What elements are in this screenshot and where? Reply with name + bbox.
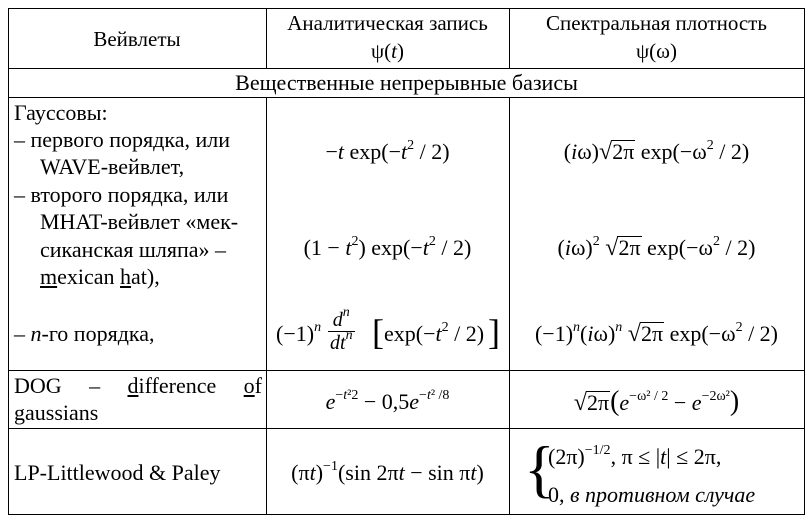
section-title: Вещественные непрерывные базисы — [235, 70, 578, 95]
gauss-nth-order: – n-го порядка, — [14, 321, 155, 346]
gauss-title: Гауссовы: — [14, 100, 108, 125]
gauss-hat: сиканская шляпа» – — [40, 237, 227, 262]
table-border-bottom — [8, 514, 805, 515]
gauss-mhat: MHAT-вейвлет «мек- — [40, 209, 239, 234]
formula-lp-spectrum: { $(2\pi)^{-1/2}$, π ≤ |t| ≤ 2π, 0, в противном случае — [524, 433, 756, 507]
formula-lp-time: $(\pi t)^{-1}(\sin$ 2πt − sin πt) — [291, 459, 484, 485]
formula-mhat-time: $(1 - t^2)$ $\exp(-t^2 / 2)$ — [303, 234, 472, 260]
header-analytic: Аналитическая запись — [287, 11, 488, 35]
formula-dog-spectrum: $√2\pi(e^{-\omega^2 / 2} - e^{-2\omega^2})$ — [573, 386, 740, 417]
dog-label-line2: gaussians — [14, 400, 99, 425]
formula-nth-time: $(-1)^n$ $d^n$ $dt^n$ [ $\exp(-t^2 / 2)$ ] — [276, 305, 500, 354]
header-spectral: Спектральная плотность — [546, 11, 767, 35]
formula-wave-spectrum: (iω)√2π $\exp(-\omega^2 / 2)$ — [563, 138, 750, 165]
row-divider-dog — [8, 370, 805, 371]
gauss-wave: WAVE-вейвлет, — [40, 154, 185, 179]
table-border-top — [8, 8, 805, 9]
section-divider — [8, 97, 805, 98]
gauss-first-order: – первого порядка, или — [14, 127, 230, 152]
formula-dog-time: $e^{-t^22} - 0,5e^{-t^2 /8}$ — [325, 388, 450, 414]
header-spectral-psi: ψ(ω) — [636, 39, 677, 63]
lp-label: LP-Littlewood & Paley — [14, 460, 221, 485]
formula-nth-spectrum: $(-1)^n(i\omega)^n$ √2π $\exp(-\omega^2 / 2)$ — [534, 320, 779, 347]
gauss-second-order: – второго порядка, или — [14, 182, 229, 207]
formula-wave-time: −t $\exp(-t^2 / 2)$ — [325, 138, 450, 164]
header-analytic-psi: ψ(t) — [371, 39, 404, 63]
dog-label-line1: DOG – difference of — [14, 373, 262, 398]
gauss-mexican-hat: mexican hat), — [40, 264, 160, 289]
formula-mhat-spectrum: $(i\omega)^2$ √2π $\exp(-\omega^2 / 2)$ — [557, 234, 756, 261]
header-divider — [8, 68, 805, 69]
header-wavelets: Вейвлеты — [93, 27, 181, 51]
row-divider-lp — [8, 428, 805, 429]
